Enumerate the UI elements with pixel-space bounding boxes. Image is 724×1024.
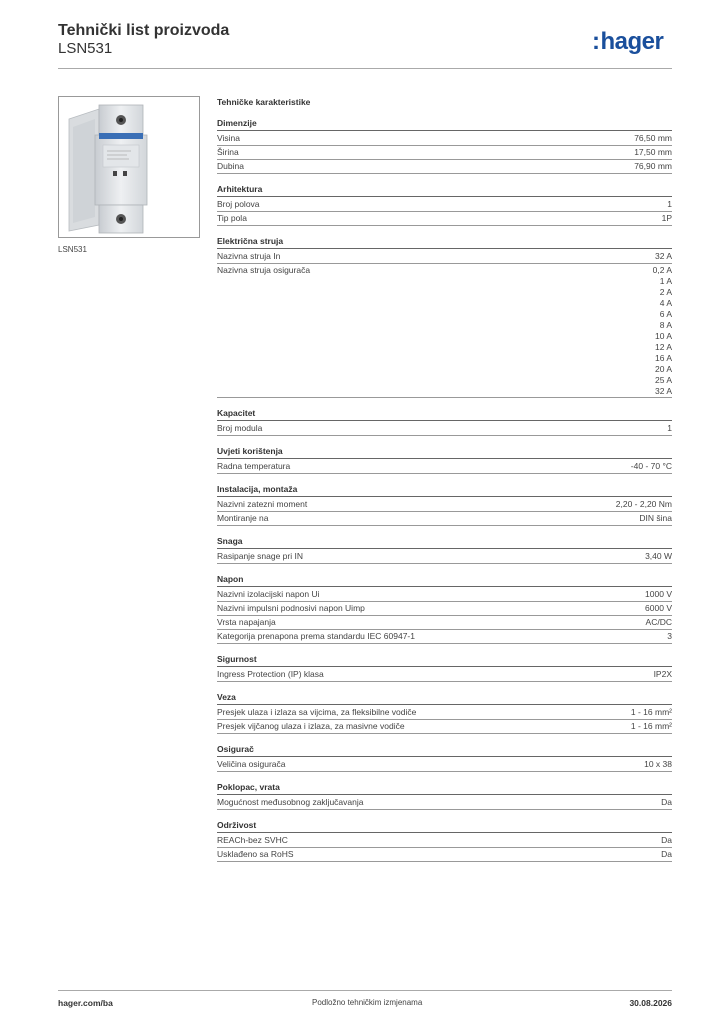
spec-section — [217, 820, 672, 862]
spec-value: AC/DC — [645, 617, 672, 627]
spec-label: Rasipanje snage pri IN — [217, 551, 303, 561]
spec-label: Nazivni impulsni podnosivi napon Uimp — [217, 603, 365, 613]
spec-value-item: 0,2 A — [652, 265, 672, 275]
spec-value: 1 — [667, 423, 672, 433]
spec-section — [217, 484, 672, 526]
spec-row — [217, 212, 672, 226]
spec-row — [217, 422, 672, 436]
spec-label: Montiranje na — [217, 513, 269, 523]
spec-value: DIN šina — [639, 513, 672, 523]
spec-sections — [217, 118, 672, 862]
spec-label: Tip pola — [217, 213, 247, 223]
section-title: Arhitektura — [217, 184, 672, 197]
spec-label: Ingress Protection (IP) klasa — [217, 669, 324, 679]
section-title: Kapacitet — [217, 408, 672, 421]
section-title: Sigurnost — [217, 654, 672, 667]
spec-value: 1 - 16 mm² — [630, 707, 672, 717]
spec-row — [217, 160, 672, 174]
spec-value-item: 4 A — [659, 298, 672, 308]
spec-value: 17,50 mm — [634, 147, 672, 157]
footer-website: hager.com/ba — [58, 998, 113, 1008]
page-title: Tehnički list proizvoda — [58, 22, 230, 39]
spec-section — [217, 574, 672, 644]
spec-row — [217, 132, 672, 146]
spec-label: Kategorija prenapona prema standardu IEC 60947-1 — [217, 631, 415, 641]
spec-value: 1P — [661, 213, 672, 223]
spec-section — [217, 536, 672, 564]
spec-value-item: 6 A — [659, 309, 672, 319]
spec-section — [217, 782, 672, 810]
spec-value: 1000 V — [645, 589, 672, 599]
spec-row — [217, 198, 672, 212]
spec-label: Nazivna struja In — [217, 251, 281, 261]
section-title: Snaga — [217, 536, 672, 549]
spec-value: 32 A — [654, 251, 672, 261]
spec-value-item: 10 A — [654, 331, 672, 341]
footer-date: 30.08.2026 — [629, 998, 672, 1008]
spec-label: Nazivna struja osigurača — [217, 265, 311, 275]
spec-value-item: 16 A — [654, 353, 672, 363]
spec-row — [217, 706, 672, 720]
spec-value-item: 8 A — [659, 320, 672, 330]
spec-row — [217, 498, 672, 512]
spec-row — [217, 668, 672, 682]
section-title: Napon — [217, 574, 672, 587]
section-title: Električna struja — [217, 236, 672, 249]
spec-label: REACh-bez SVHC — [217, 835, 288, 845]
spec-label: Veličina osigurača — [217, 759, 286, 769]
spec-section — [217, 744, 672, 772]
spec-row — [217, 512, 672, 526]
logo-text: hager — [600, 28, 664, 55]
section-title: Osigurač — [217, 744, 672, 757]
spec-value: -40 - 70 °C — [630, 461, 672, 471]
spec-row — [217, 834, 672, 848]
spec-value-item: 32 A — [654, 386, 672, 396]
spec-label: Visina — [217, 133, 240, 143]
spec-row — [217, 848, 672, 862]
spec-label: Dubina — [217, 161, 244, 171]
footer-disclaimer: Podložno tehničkim izmjenama — [312, 998, 423, 1007]
specs-title: Tehničke karakteristike — [217, 97, 311, 107]
spec-label: Širina — [217, 147, 239, 157]
spec-value: 3 — [667, 631, 672, 641]
spec-label: Usklađeno sa RoHS — [217, 849, 294, 859]
image-caption: LSN531 — [58, 245, 87, 254]
spec-row — [217, 250, 672, 264]
section-title: Veza — [217, 692, 672, 705]
section-title: Održivost — [217, 820, 672, 833]
spec-value: 6000 V — [645, 603, 672, 613]
section-title: Instalacija, montaža — [217, 484, 672, 497]
spec-section — [217, 446, 672, 474]
spec-label: Broj modula — [217, 423, 263, 433]
spec-row — [217, 758, 672, 772]
spec-row — [217, 550, 672, 564]
spec-section — [217, 236, 672, 398]
spec-row — [217, 616, 672, 630]
spec-value: Da — [661, 797, 672, 807]
section-title: Uvjeti korištenja — [217, 446, 672, 459]
spec-row — [217, 146, 672, 160]
spec-section — [217, 408, 672, 436]
section-title: Poklopac, vrata — [217, 782, 672, 795]
spec-section — [217, 118, 672, 174]
fuse-holder-image — [58, 96, 200, 238]
spec-row — [217, 460, 672, 474]
spec-value: 1 — [667, 199, 672, 209]
spec-value: Da — [661, 849, 672, 859]
spec-value: 1 - 16 mm² — [630, 721, 672, 731]
fuse-holder-illustration — [59, 97, 199, 237]
footer-divider — [58, 990, 672, 991]
spec-label: Presjek vijčanog ulaza i izlaza, za masivne vodiče — [217, 721, 405, 731]
spec-value: Da — [661, 835, 672, 845]
spec-value: 3,40 W — [645, 551, 672, 561]
spec-value-item: 12 A — [654, 342, 672, 352]
spec-label: Radna temperatura — [217, 461, 291, 471]
spec-section — [217, 184, 672, 226]
spec-value-item: 1 A — [659, 276, 672, 286]
hager-logo: :hager — [592, 28, 664, 55]
spec-row — [217, 264, 672, 398]
spec-row — [217, 720, 672, 734]
section-title: Dimenzije — [217, 118, 672, 131]
spec-section — [217, 692, 672, 734]
spec-value: 2,20 - 2,20 Nm — [615, 499, 672, 509]
spec-label: Broj polova — [217, 199, 260, 209]
spec-value — [653, 264, 672, 397]
spec-row — [217, 630, 672, 644]
spec-label: Nazivni izolacijski napon Ui — [217, 589, 320, 599]
spec-label: Presjek ulaza i izlaza sa vijcima, za fleksibilne vodiče — [217, 707, 417, 717]
spec-value: 76,50 mm — [634, 133, 672, 143]
spec-label: Nazivni zatezni moment — [217, 499, 308, 509]
spec-value-item: 2 A — [659, 287, 672, 297]
spec-section — [217, 654, 672, 682]
spec-row — [217, 796, 672, 810]
spec-value: 76,90 mm — [634, 161, 672, 171]
product-reference: LSN531 — [58, 40, 113, 57]
spec-label: Vrsta napajanja — [217, 617, 276, 627]
spec-value: 10 x 38 — [644, 759, 672, 769]
spec-value-item: 20 A — [654, 364, 672, 374]
spec-label: Mogućnost međusobnog zaključavanja — [217, 797, 364, 807]
technical-specifications — [217, 97, 672, 872]
spec-row — [217, 602, 672, 616]
spec-row — [217, 588, 672, 602]
spec-value-item: 25 A — [654, 375, 672, 385]
header-divider — [58, 68, 672, 69]
spec-value: IP2X — [653, 669, 672, 679]
